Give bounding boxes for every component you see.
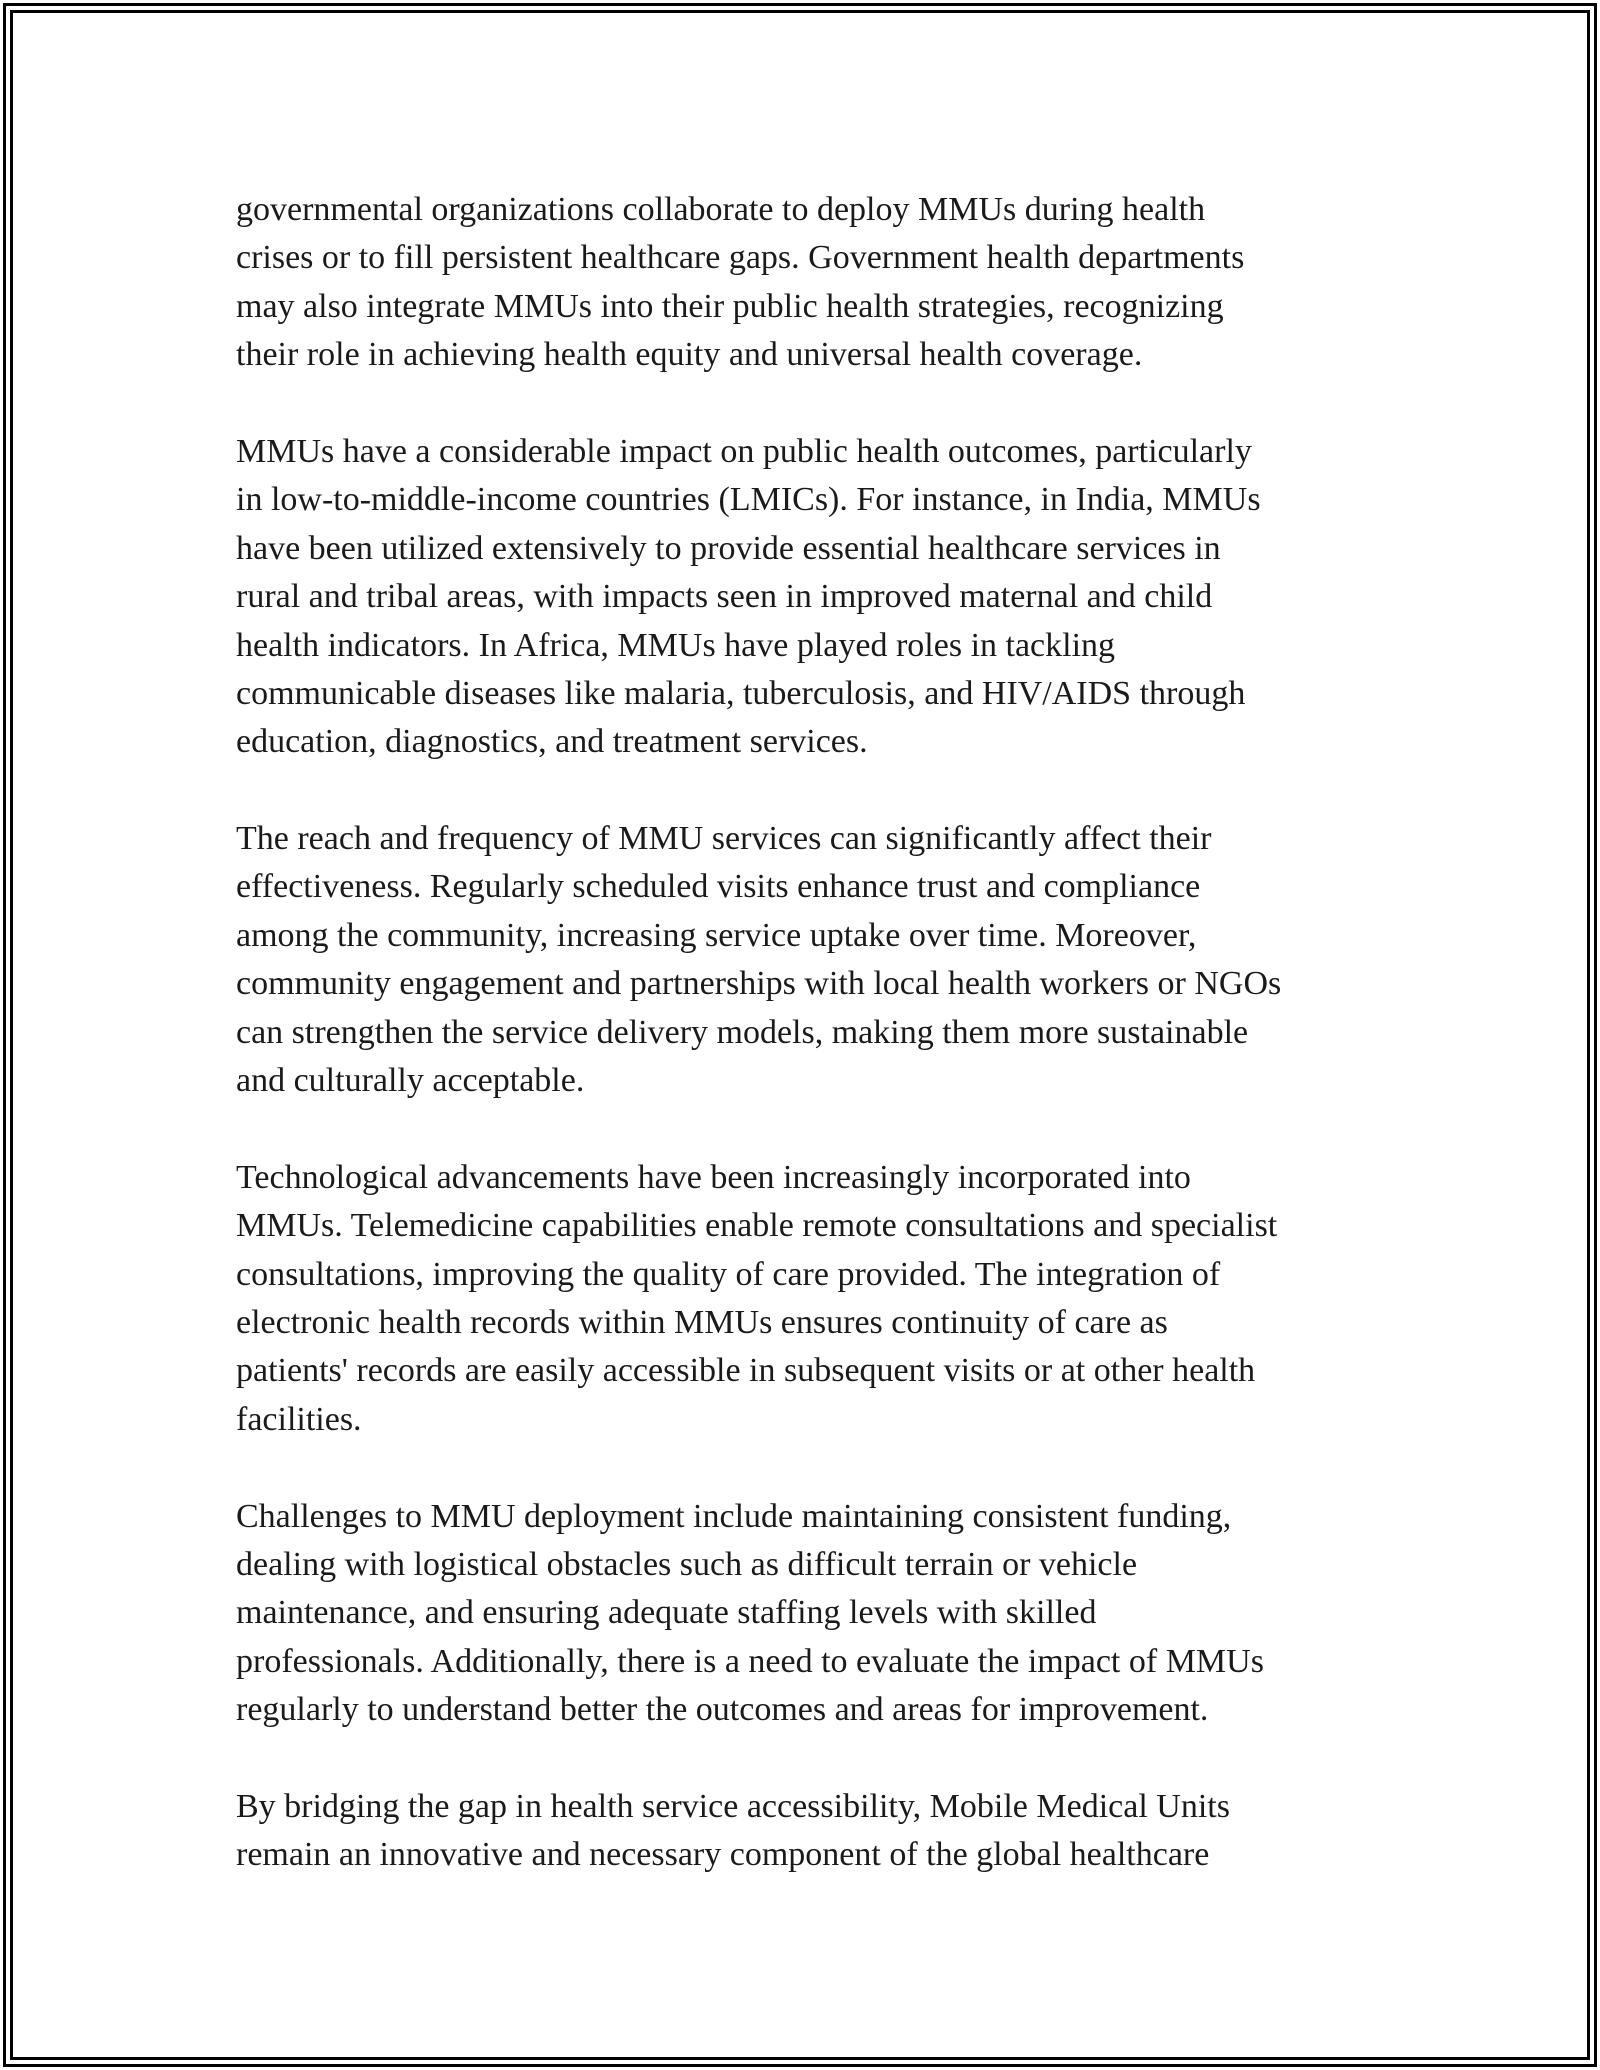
paragraph-line: crises or to fill persistent healthcare gaps. Government health departments [236, 239, 1245, 277]
paragraph-line: community engagement and partnerships with local health workers or NGOs [236, 965, 1282, 1003]
paragraph-line: facilities. [236, 1400, 362, 1438]
paragraph-line: professionals. Additionally, there is a need to evaluate the impact of MMUs [236, 1642, 1264, 1680]
paragraph-line: Challenges to MMU deployment include maintaining consistent funding, [236, 1497, 1232, 1535]
paragraph-line: governmental organizations collaborate to deploy MMUs during health [236, 191, 1206, 228]
paragraph-line: MMUs. Telemedicine capabilities enable remote consultations and specialist [236, 1207, 1278, 1245]
paragraph-line: and culturally acceptable. [236, 1062, 585, 1100]
paragraph-line: maintenance, and ensuring adequate staffing levels with skilled [236, 1594, 1097, 1632]
paragraph-1 [236, 186, 1416, 380]
paragraph-line: By bridging the gap in health service accessibility, Mobile Medical Units [236, 1787, 1230, 1825]
paragraph-line: The reach and frequency of MMU services can significantly affect their [236, 820, 1212, 858]
paragraph-line: effectiveness. Regularly scheduled visits enhance trust and compliance [236, 868, 1201, 906]
document-body [236, 186, 1416, 1928]
paragraph-line: may also integrate MMUs into their public health strategies, recognizing [236, 287, 1224, 325]
paragraph-line: their role in achieving health equity and universal health coverage. [236, 336, 1143, 374]
paragraph-line: in low-to-middle-income countries (LMICs). For instance, in India, MMUs [236, 481, 1261, 519]
paragraph-line: consultations, improving the quality of care provided. The integration of [236, 1255, 1221, 1293]
paragraph-6 [236, 1783, 1416, 1880]
paragraph-3 [236, 815, 1416, 1105]
paragraph-line: communicable diseases like malaria, tuberculosis, and HIV/AIDS through [236, 674, 1246, 712]
paragraph-line: among the community, increasing service uptake over time. Moreover, [236, 916, 1197, 954]
paragraph-line: education, diagnostics, and treatment services. [236, 723, 868, 761]
paragraph-2 [236, 428, 1416, 767]
paragraph-line: MMUs have a considerable impact on public health outcomes, particularly [236, 432, 1252, 470]
paragraph-line: dealing with logistical obstacles such as difficult terrain or vehicle [236, 1545, 1138, 1583]
paragraph-line: patients' records are easily accessible in subsequent visits or at other health [236, 1352, 1256, 1390]
paragraph-line: remain an innovative and necessary component of the global healthcare [236, 1836, 1210, 1874]
paragraph-line: electronic health records within MMUs ensures continuity of care as [236, 1303, 1168, 1341]
paragraph-line: can strengthen the service delivery models, making them more sustainable [236, 1013, 1249, 1051]
paragraph-line: regularly to understand better the outcomes and areas for improvement. [236, 1691, 1209, 1729]
paragraph-line: Technological advancements have been increasingly incorporated into [236, 1158, 1191, 1196]
paragraph-line: health indicators. In Africa, MMUs have played roles in tackling [236, 626, 1116, 664]
paragraph-5 [236, 1493, 1416, 1735]
paragraph-4 [236, 1154, 1416, 1444]
paragraph-line: rural and tribal areas, with impacts seen in improved maternal and child [236, 578, 1213, 616]
paragraph-line: have been utilized extensively to provide essential healthcare services in [236, 529, 1221, 567]
